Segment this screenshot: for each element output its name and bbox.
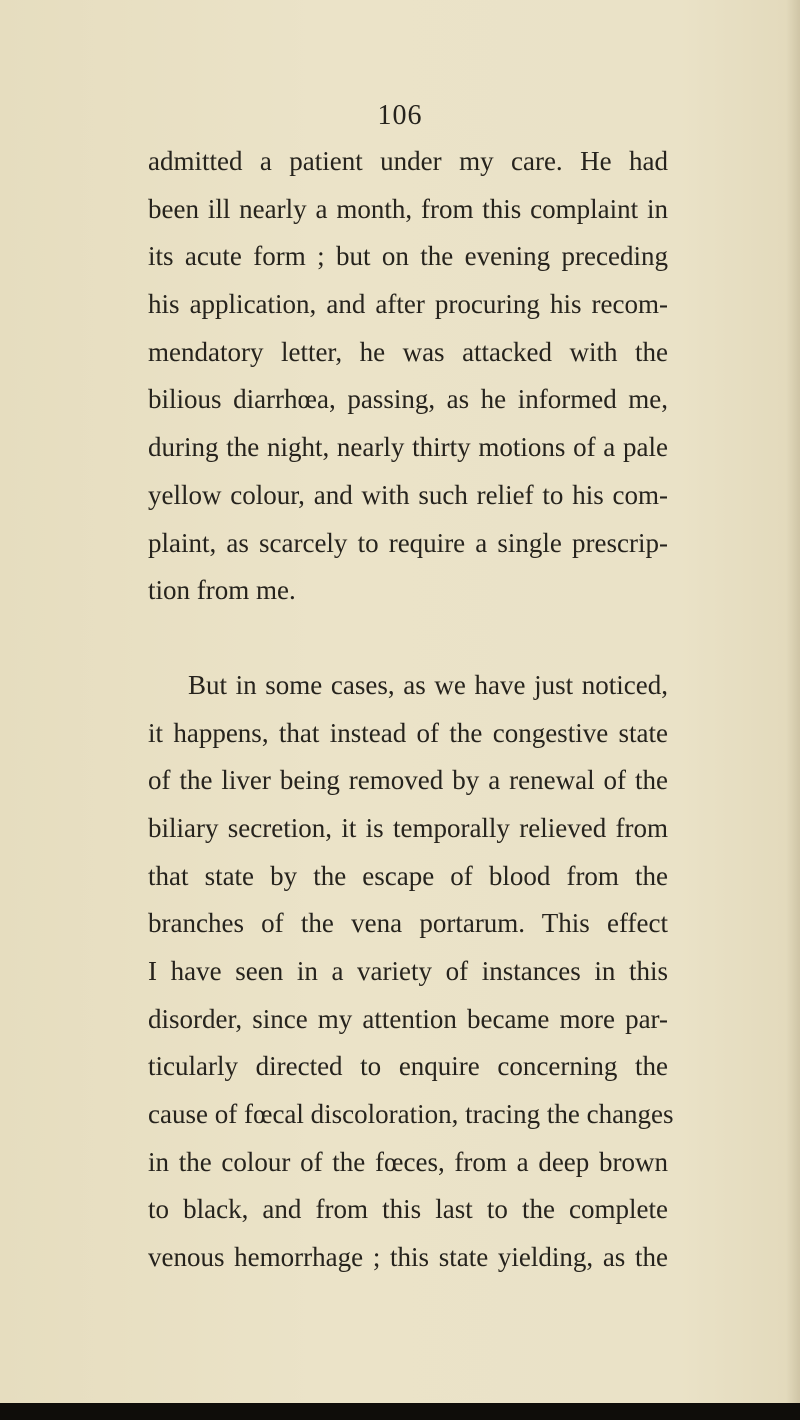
page-edge-shadow [786, 0, 800, 1420]
text-line: branches of the vena portarum. This effect [148, 908, 668, 939]
text-line: that state by the escape of blood from the [148, 860, 668, 891]
text-line: during the night, nearly thirty motions of a pale [148, 432, 668, 463]
text-line: it happens, that instead of the congestive state [148, 717, 668, 748]
body-text [148, 138, 674, 1282]
text-line: biliary secretion, it is temporally relieved from [148, 812, 668, 843]
text-line: tion from me. [148, 575, 296, 606]
text-line: admitted a patient under my care. He had [148, 146, 668, 176]
text-line: to black, and from this last to the complete [148, 1194, 668, 1225]
text-line: in the colour of the fœces, from a deep brown [148, 1146, 668, 1177]
bottom-border [0, 1403, 800, 1420]
text-line: ticularly directed to enquire concerning the [148, 1051, 668, 1082]
text-line: disorder, since my attention became more par- [148, 1003, 668, 1034]
text-line: bilious diarrhœa, passing, as he informed me, [148, 384, 668, 415]
text-line: yellow colour, and with such relief to his com- [148, 479, 668, 510]
page-number: 106 [377, 100, 423, 131]
text-line: plaint, as scarcely to require a single prescrip- [148, 527, 668, 558]
text-line: cause of fœcal discoloration, tracing the changes [148, 1099, 674, 1130]
text-line: been ill nearly a month, from this complaint in [148, 193, 668, 224]
text-line: mendatory letter, he was attacked with the [148, 336, 668, 367]
text-line: But in some cases, as we have just noticed, [188, 669, 668, 700]
text-line: its acute form ; but on the evening preceding [148, 241, 668, 272]
text-line: of the liver being removed by a renewal of the [148, 765, 668, 796]
text-line: venous hemorrhage ; this state yielding, as the [148, 1242, 668, 1273]
paragraph-gap [148, 615, 668, 662]
text-line: I have seen in a variety of instances in this [148, 956, 668, 986]
text-line: his application, and after procuring his recom- [148, 289, 668, 320]
